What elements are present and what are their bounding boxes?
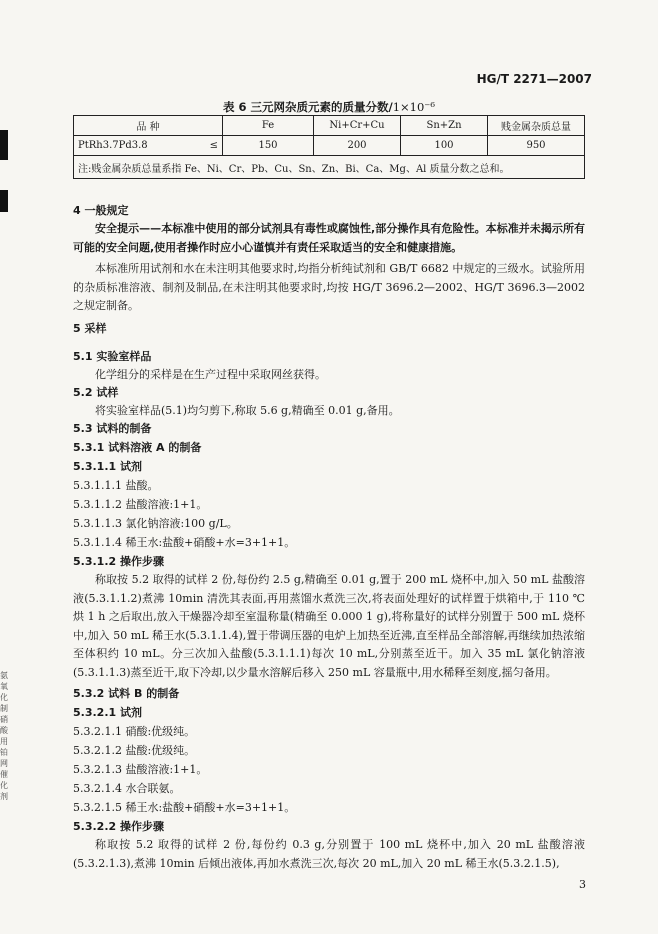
header-fe: Fe — [223, 116, 314, 136]
standard-number: HG/T 2271—2007 — [476, 72, 592, 86]
procedure-a-paragraph: 称取按 5.2 取得的试样 2 份,每份约 2.5 g,精确至 0.01 g,置于 200 mL 烧杯中,加入 50 mL 盐酸溶液(5.3.1.1.2)煮沸 10min 清洗其表面,再用蒸馏水煮洗三次,将表面处理好的试样置于烘箱中,于 110 ℃烘 1 h 之后取出,放入干燥器冷却至室温称量(精确至 0.000 1 g),将称量好的试样分别置于 500 mL 烧杯中,加入 50 mL 稀王水(5.3.1.1.4),置于带调压器的电炉上加热至近沸,直至样品全部溶解,再继续加热浓缩至体积约 10 mL。分三次加入盐酸(5.3.1.1.1)每次 10 mL,分别蒸至近干。加入 35 mL 氯化钠溶液(5.3.1.1.3)蒸至近干,取下冷却,以少量水溶解后移入 250 mL 容量瓶中,用水稀释至刻度,摇匀备用。 — [73, 573, 585, 679]
reagent-item: 5.3.1.1.2 盐酸溶液:1+1。 — [73, 498, 208, 511]
header-item: 品 种 — [74, 116, 223, 136]
table-caption: 表 6 三元网杂质元素的质量分数/1×10⁻⁶ — [223, 100, 435, 114]
section-5-3-2-title: 5.3.2 试料 B 的制备 — [73, 687, 180, 700]
section-5-2-title: 5.2 试样 — [73, 386, 119, 399]
page-number: 3 — [579, 878, 586, 891]
margin-text: 氨氧化制硝酸用铂网催化剂 — [0, 671, 8, 801]
cell-name: PtRh3.7Pd3.8 ≤ — [74, 136, 223, 156]
reagent-item: 5.3.2.1.2 盐酸:优级纯。 — [73, 744, 196, 757]
reagent-item: 5.3.1.1.1 盐酸。 — [73, 479, 159, 492]
header-nicrcu: Ni+Cr+Cu — [314, 116, 401, 136]
reagent-item: 5.3.2.1.3 盐酸溶液:1+1。 — [73, 763, 208, 776]
section-5-1-text: 化学组分的采样是在生产过程中采取网丝获得。 — [95, 368, 326, 381]
table-note-row — [74, 156, 585, 179]
reagent-item: 5.3.1.1.3 氯化钠溶液:100 g/L。 — [73, 517, 238, 530]
section-4-title: 4 一般规定 — [73, 204, 129, 217]
cell-nicrcu: 200 — [314, 136, 401, 156]
cell-snzn: 100 — [401, 136, 488, 156]
header-total: 贱金属杂质总量 — [488, 116, 585, 136]
binding-edge-mark — [0, 190, 8, 212]
section-5-2-text: 将实验室样品(5.1)均匀剪下,称取 5.6 g,精确至 0.01 g,备用。 — [95, 404, 400, 417]
cell-fe: 150 — [223, 136, 314, 156]
section-5-1-title: 5.1 实验室样品 — [73, 350, 152, 363]
reagent-item: 5.3.2.1.5 稀王水:盐酸+硝酸+水=3+1+1。 — [73, 801, 296, 814]
section-5-title: 5 采样 — [73, 322, 107, 335]
binding-edge-mark — [0, 130, 8, 160]
section-5-3-title: 5.3 试料的制备 — [73, 422, 152, 435]
impurity-table — [73, 115, 585, 179]
reagent-item: 5.3.1.1.4 稀王水:盐酸+硝酸+水=3+1+1。 — [73, 536, 296, 549]
table-header-row — [74, 116, 585, 136]
section-5-3-1-title: 5.3.1 试料溶液 A 的制备 — [73, 441, 202, 454]
general-rules-paragraph: 本标准所用试剂和水在未注明其他要求时,均指分析纯试剂和 GB/T 6682 中规定的三级水。试验所用的杂质标准溶液、制剂及制品,在未注明其他要求时,均按 HG/T 3696.2—2002、HG/T 3696.3—2002 之规定制备。 — [73, 262, 585, 312]
section-5-3-2-2-title: 5.3.2.2 操作步骤 — [73, 820, 164, 833]
section-5-3-1-2-title: 5.3.1.2 操作步骤 — [73, 555, 164, 568]
table-note: 注:贱金属杂质总量系指 Fe、Ni、Cr、Pb、Cu、Sn、Zn、Bi、Ca、Mg、Al 质量分数之总和。 — [74, 156, 585, 179]
reagent-item: 5.3.2.1.4 水合联氨。 — [73, 782, 181, 795]
safety-notice: 安全提示——本标准中使用的部分试剂具有毒性或腐蚀性,部分操作具有危险性。本标准并未揭示所有可能的安全问题,使用者操作时应小心谨慎并有责任采取适当的安全和健康措施。 — [73, 222, 585, 254]
cell-total: 950 — [488, 136, 585, 156]
section-5-3-2-1-title: 5.3.2.1 试剂 — [73, 706, 142, 719]
header-snzn: Sn+Zn — [401, 116, 488, 136]
table-row — [74, 136, 585, 156]
procedure-b-paragraph: 称取按 5.2 取得的试样 2 份,每份约 0.3 g,分别置于 100 mL 烧杯中,加入 20 mL 盐酸溶液(5.3.2.1.3),煮沸 10min 后倾出液体,再加水煮洗三次,每次 20 mL,加入 20 mL 稀王水(5.3.2.1.5), — [73, 838, 585, 870]
reagent-item: 5.3.2.1.1 硝酸:优级纯。 — [73, 725, 196, 738]
section-5-3-1-1-title: 5.3.1.1 试剂 — [73, 460, 142, 473]
